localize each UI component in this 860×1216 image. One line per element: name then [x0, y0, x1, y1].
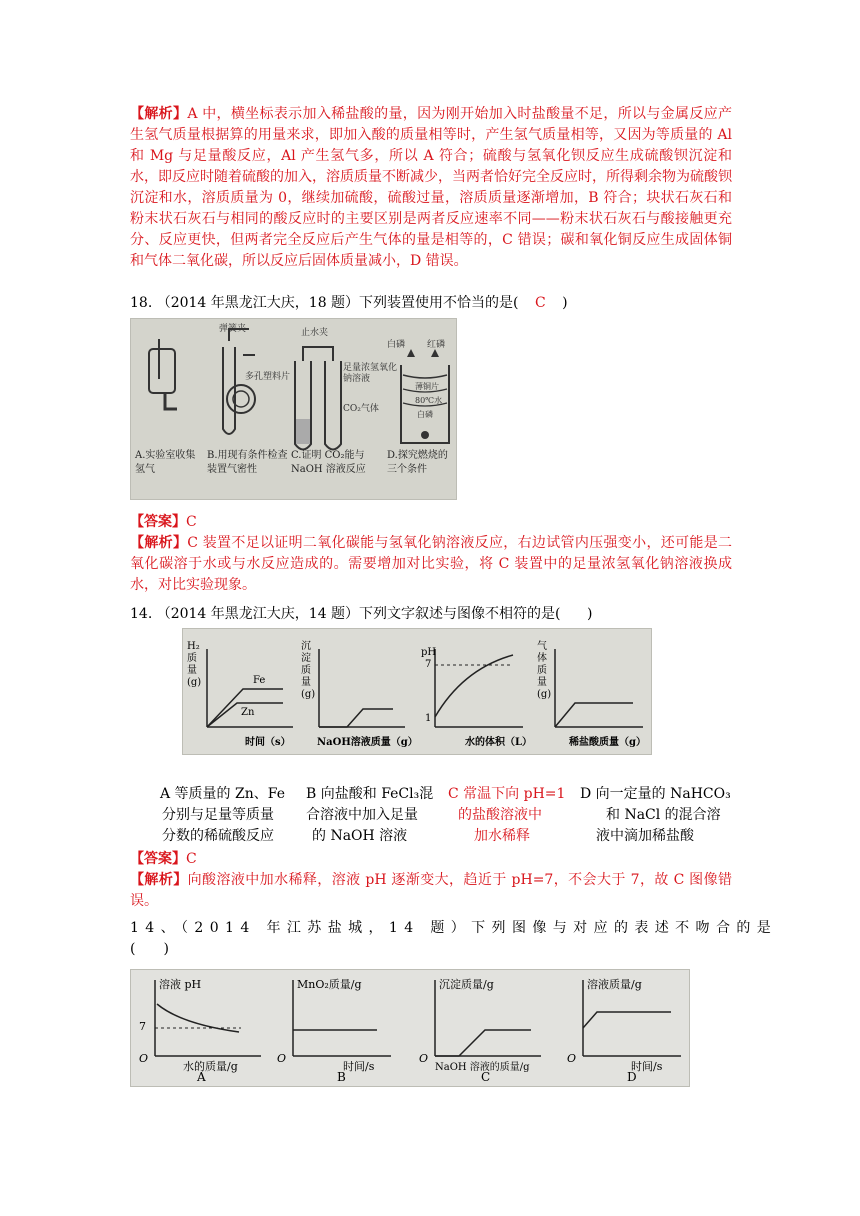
graph-d-origin: O	[567, 1052, 577, 1065]
question-text: 14、（2014 年江苏盐城，14 题）下列图像与对应的表述不吻合的是	[130, 920, 778, 936]
graph-a-xlabel: 水的质量/g	[183, 1060, 238, 1073]
question-14a-stem	[130, 604, 732, 625]
graph-a-tick-7: 7	[139, 1020, 146, 1033]
graph2-ylabel: 沉淀质量(g)	[301, 641, 316, 700]
analysis-label: 【解析】	[130, 535, 188, 551]
analysis-label: 【解析】	[130, 872, 188, 888]
graph-a-letter: A	[197, 1070, 206, 1084]
graph1-curve-fe: Fe	[253, 675, 266, 686]
analysis-text: 向酸溶液中加水稀释，溶液 pH 逐渐变大，趋近于 pH=7，不会大于 7，故 C 图像错误。	[130, 872, 732, 909]
label-white-phosphorus-water: 白磷	[417, 410, 433, 419]
graph-b-origin: O	[277, 1052, 287, 1065]
graphs-figure-14b	[130, 969, 690, 1087]
graph1-curve-zn: Zn	[241, 707, 255, 718]
graph2-xlabel: NaOH溶液质量（g）	[317, 737, 418, 748]
paren: ( )	[130, 941, 169, 957]
option-d	[580, 784, 732, 847]
answer-label: 【答案】	[130, 851, 186, 867]
graph4-xlabel: 稀盐酸质量（g）	[569, 737, 646, 748]
caption-d: D.探究燃烧的三个条件	[387, 450, 448, 475]
option-d-line3: 液中滴加稀盐酸	[596, 828, 694, 844]
option-d-line2: 和 NaCl 的混合溶	[606, 807, 721, 823]
option-a-line3: 分数的稀硫酸反应	[162, 828, 274, 844]
option-b-line1: B 向盐酸和 FeCl₃混	[306, 786, 434, 802]
graph-b-letter: B	[337, 1070, 346, 1084]
question-14a-answer	[130, 849, 197, 870]
option-b	[306, 784, 446, 847]
label-copper-sheet: 薄铜片	[415, 382, 439, 391]
graph3-ylabel: pH	[421, 647, 437, 658]
graph-d-ylabel: 溶液质量/g	[587, 978, 642, 991]
label-red-phosphorus: 红磷	[427, 340, 446, 350]
graph1-ylabel: H₂质量(g)	[187, 641, 202, 688]
answer-value: C	[186, 514, 197, 530]
label-porous-plate: 多孔塑料片	[245, 372, 291, 382]
graph-d-xlabel: 时间/s	[631, 1060, 663, 1073]
label-white-phosphorus-top: 白磷	[387, 340, 406, 350]
analysis-text: A 中，横坐标表示加入稀盐酸的量，因为刚开始加入时盐酸量不足，所以与金属反应产生氢气质量根据算的用量来求，即加入酸的质量相等时，产生氢气质量相等，又因为等质量的 Al 和 Mg 与足量酸反应，Al 产生氢气多，所以 A 符合；硫酸与氢氧化钡反应生成硫酸钡沉淀和水，即反应时随着硫酸的加入，溶质质量不断减少，当两者恰好完全反应时，所得剩余物为硫酸钡沉淀和水，溶质质量为 0，继续加硫酸，硫酸过量，溶质质量逐渐增加，B 符合；块状石灰石和粉末状石灰石与相同的酸反应时的主要区别是两者反应速率不同——粉末状石灰石与酸接触更充分、反应更快，但两者完全反应后产生气体的量是相等的，C 错误；碳和氧化铜反应生成固体铜和气体二氧化碳，所以反应后固体质量减小，D 错误。	[130, 106, 732, 269]
option-a	[160, 784, 300, 847]
option-b-line3: 的 NaOH 溶液	[312, 828, 408, 844]
option-a-line2: 分别与足量等质量	[162, 807, 274, 823]
graph3-tick-1: 1	[425, 713, 432, 724]
graph4-ylabel: 气体质量(g)	[537, 641, 552, 700]
label-co2-gas: CO₂气体	[343, 404, 379, 414]
question-14a-analysis	[130, 870, 732, 912]
caption-a: A.实验室收集氢气	[135, 450, 196, 475]
question-text: 18. （2014 年黑龙江大庆，18 题）下列装置使用不恰当的是(	[130, 295, 519, 311]
graph-c-xlabel: NaOH 溶液的质量/g	[435, 1062, 530, 1073]
graph1-xlabel: 时间（s）	[245, 737, 291, 748]
label-naoh-solution: 足量浓氢氧化钠溶液	[343, 363, 398, 384]
graph-b-ylabel: MnO₂质量/g	[297, 978, 362, 991]
apparatus-figure	[130, 318, 457, 500]
graph-c-origin: O	[419, 1052, 429, 1065]
option-c-line3: 加水稀释	[474, 828, 530, 844]
label-stop-clamp: 止水夹	[301, 328, 329, 338]
option-c-line1: C 常温下向 pH=1	[448, 786, 566, 802]
graph-a-ylabel: 溶液 pH	[159, 978, 202, 991]
caption-c: C.证明 CO₂能与 NaOH 溶液反应	[291, 450, 366, 475]
answer-choice: C	[534, 295, 546, 311]
analysis-text: C 装置不足以证明二氧化碳能与氢氧化钠溶液反应，右边试管内压强变小，还可能是二氧化碳溶于水或与水反应造成的。需要增加对比实验，将 C 装置中的足量浓氢氧化钠溶液换成水，对比实验现象。	[130, 535, 733, 593]
answer-value: C	[186, 851, 197, 867]
analysis-paragraph-1	[130, 104, 732, 272]
graph-b-xlabel: 时间/s	[343, 1060, 375, 1073]
option-a-line1: A 等质量的 Zn、Fe	[160, 786, 285, 802]
option-d-line1: D 向一定量的 NaHCO₃	[580, 786, 731, 802]
graph-a-origin: O	[139, 1052, 149, 1065]
option-b-line2: 合溶液中加入足量	[306, 807, 418, 823]
option-c-line2: 的盐酸溶液中	[458, 807, 542, 823]
question-18-analysis	[130, 533, 732, 596]
graph3-xlabel: 水的体积（L）	[465, 737, 533, 748]
label-hot-water: 80℃水	[415, 396, 443, 405]
question-14b-stem	[130, 918, 778, 960]
answer-label: 【答案】	[130, 514, 186, 530]
question-18-answer	[130, 512, 197, 533]
caption-b: B.用现有条件检查装置气密性	[207, 450, 288, 475]
question-18-stem	[130, 293, 732, 314]
graph-d-letter: D	[627, 1070, 637, 1084]
close-paren: )	[562, 295, 568, 311]
graph-c-ylabel: 沉淀质量/g	[439, 978, 494, 991]
option-c	[448, 784, 578, 847]
close-paren: )	[586, 606, 593, 622]
question-text: 14. （2014 年黑龙江大庆，14 题）下列文字叙述与图像不相符的是(	[130, 606, 561, 622]
graphs-figure-14a	[182, 628, 652, 755]
graph-c-letter: C	[481, 1070, 491, 1084]
analysis-label: 【解析】	[130, 106, 188, 122]
label-clip: 弹簧夹	[219, 324, 247, 334]
graph3-tick-7: 7	[425, 659, 432, 670]
